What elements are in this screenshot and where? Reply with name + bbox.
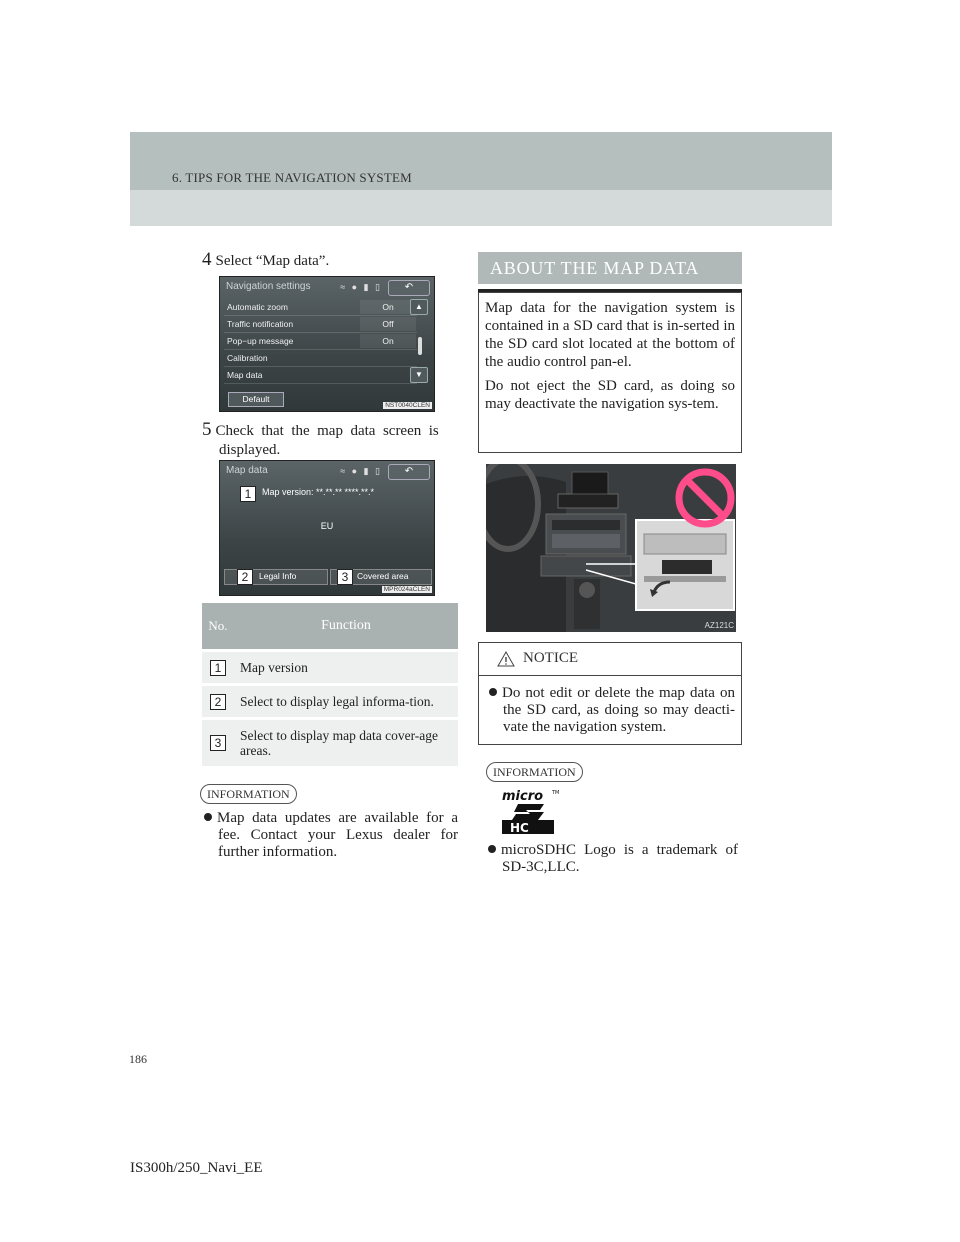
setting-row-automatic-zoom[interactable]: Automatic zoom <box>224 299 417 316</box>
step-number: 4 <box>202 249 212 270</box>
navigation-settings-screen <box>219 276 435 412</box>
row-callout: 2 <box>210 694 226 710</box>
page-number: 186 <box>129 1052 147 1066</box>
step-4 <box>202 250 329 271</box>
notice-title: NOTICE <box>523 650 578 666</box>
default-button[interactable]: Default <box>228 392 284 407</box>
setting-value: On <box>360 300 416 314</box>
row-function: Select to display map data cover-age areas. <box>234 719 458 767</box>
setting-row-traffic-notification[interactable]: Traffic notification <box>224 316 417 333</box>
scroll-down-icon[interactable]: ▼ <box>410 367 428 383</box>
back-arrow-icon[interactable]: ↶ <box>388 280 430 296</box>
image-code: AZ121C <box>704 621 734 630</box>
information-bullet: Map data updates are available for a fee. Contact your Lexus dealer for further information. <box>202 810 458 861</box>
setting-row-popup-message[interactable]: Pop−up message <box>224 333 417 350</box>
model-code: IS300h/250_Navi_EE <box>130 1160 263 1176</box>
region-label: EU <box>320 521 334 531</box>
information-tag: INFORMATION <box>486 762 583 782</box>
setting-row-map-data[interactable]: Map data <box>224 367 417 384</box>
covered-area-label: Covered area <box>357 571 409 581</box>
header-no: No. <box>202 603 234 651</box>
microsdhc-logo <box>500 786 562 839</box>
step-text: Select “Map data”. <box>215 253 330 269</box>
header-subband <box>130 190 832 226</box>
information-bullet: microSDHC Logo is a trademark of SD-3C,LLC. <box>486 842 738 876</box>
warning-icon <box>497 651 515 667</box>
section-title: 6. TIPS FOR THE NAVIGATION SYSTEM <box>172 170 412 185</box>
step-number: 5 <box>202 419 212 440</box>
row-function: Select to display legal informa-tion. <box>234 685 458 719</box>
function-table <box>202 603 458 766</box>
setting-value: Off <box>360 317 416 331</box>
dashboard-illustration <box>486 464 736 632</box>
scrollbar[interactable] <box>418 337 422 355</box>
row-callout: 3 <box>210 735 226 751</box>
svg-text:TM: TM <box>552 790 560 796</box>
covered-callout: 3 <box>337 569 353 585</box>
screen-title: Map data <box>226 465 268 476</box>
map-data-screen <box>219 460 435 596</box>
svg-text:HC: HC <box>510 821 529 834</box>
notice-box <box>478 642 742 745</box>
step-5 <box>202 420 458 460</box>
sd-card-slot-illustration <box>486 464 736 632</box>
bullet-icon <box>489 688 497 696</box>
screen-title: Navigation settings <box>226 281 311 292</box>
notice-bullet: Do not edit or delete the map data on the SD card, as doing so may deacti-vate the navigation system. <box>487 685 735 736</box>
image-code: MPR024aCLEN <box>383 586 430 593</box>
notice-header <box>479 643 741 676</box>
table-row <box>202 719 458 767</box>
status-icons: ≈ ● ▮ ▯ <box>340 282 382 292</box>
status-icons: ≈ ● ▮ ▯ <box>340 466 382 476</box>
step-text-line2: displayed. <box>219 442 281 458</box>
step-text-line1: Check that the map data screen is <box>215 423 439 439</box>
row-function: Map version <box>234 651 458 685</box>
setting-value: On <box>360 334 416 348</box>
about-paragraph-2: Do not eject the SD card, as doing so may deactivate the navigation sys-tem. <box>485 378 735 412</box>
scroll-up-icon[interactable]: ▲ <box>410 299 428 315</box>
header-function: Function <box>234 603 458 651</box>
row-callout: 1 <box>210 660 226 676</box>
about-map-data-heading: ABOUT THE MAP DATA <box>478 252 742 284</box>
setting-row-calibration[interactable]: Calibration <box>224 350 417 367</box>
information-tag: INFORMATION <box>200 784 297 804</box>
svg-text:micro: micro <box>502 789 544 804</box>
table-header <box>202 603 458 651</box>
legal-info-button[interactable] <box>224 569 328 585</box>
microsdhc-logo-icon <box>500 786 562 834</box>
about-paragraph-1: Map data for the navigation system is contained in a SD card that is in-serted in the SD card slot located at the bottom of the audio control pan-el. <box>485 300 735 370</box>
covered-area-button[interactable] <box>330 569 432 585</box>
bullet-icon <box>488 845 496 853</box>
back-arrow-icon[interactable]: ↶ <box>388 464 430 480</box>
table-row <box>202 685 458 719</box>
legal-info-label: Legal Info <box>259 571 297 581</box>
table-row <box>202 651 458 685</box>
map-version-text: Map version: **.**.** ****.**.* <box>262 487 375 497</box>
about-map-data-box <box>478 292 742 453</box>
image-code: NST0040CLEN <box>385 402 430 409</box>
legal-callout: 2 <box>237 569 253 585</box>
map-version-callout: 1 <box>240 485 256 503</box>
bullet-icon <box>204 813 212 821</box>
